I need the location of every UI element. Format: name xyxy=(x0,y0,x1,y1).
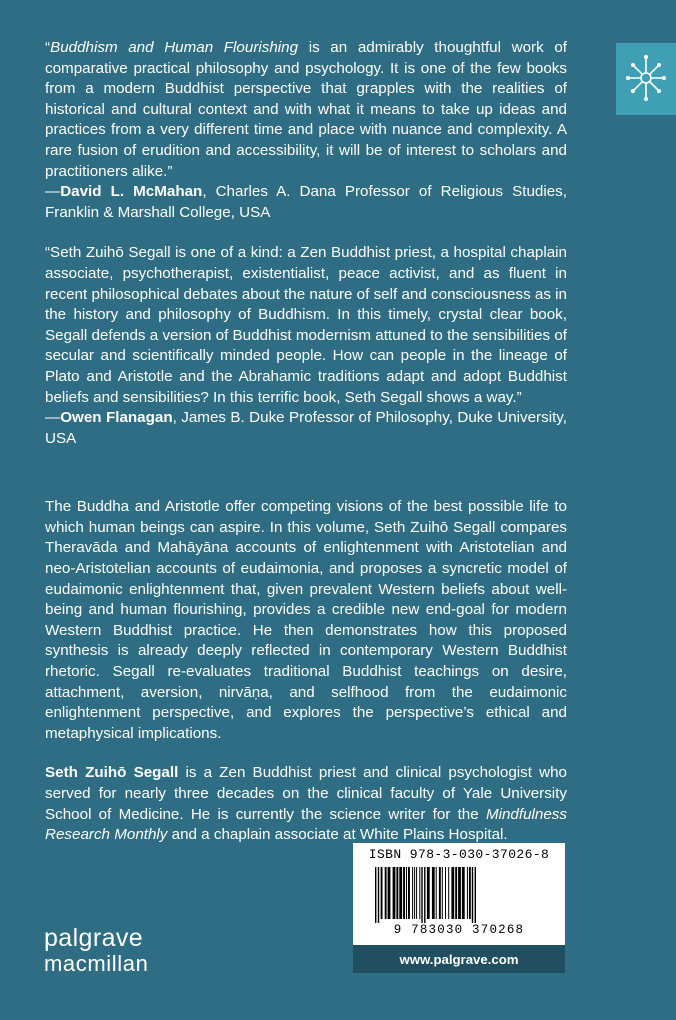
endorsement-attribution xyxy=(45,408,567,449)
barcode-number: 9 783030 370268 xyxy=(393,923,525,937)
barcode-image xyxy=(369,867,549,923)
endorsement-text: “Seth Zuihō Segall is one of a kind: a Zen Buddhist priest, a hospital chaplain associate, psychotherapist, existentialist, peace activist, and as fluent in recent philosophical debates about the nature of self and consciousness as in the history and philosophy of Buddhism. In this timely, crystal clear book, Segall defends a version of Buddhist modernism attuned to the sensibilities of secular and scientifically minded people. How can people in the lineage of Plato and Aristotle and the Abrahamic traditions adapt and adopt Buddhist beliefs and sensibilities? In this terrific book, Seth Segall shows a way.” xyxy=(45,244,567,406)
endorser-name: Owen Flanagan xyxy=(60,409,173,427)
book-title: Buddhism and Human Flourishing xyxy=(50,39,299,56)
isbn-barcode-box xyxy=(353,843,565,945)
author-name: Seth Zuihō Segall xyxy=(45,764,179,782)
attribution-dash: — xyxy=(45,183,61,201)
publisher-line-2: macmillan xyxy=(44,951,149,976)
palgrave-network-logo-icon xyxy=(616,43,676,115)
bio-part-2: and a chaplain associate at White Plains Hospital. xyxy=(167,826,508,844)
endorsement-body: is an admirably thoughtful work of comparative practical philosophy and psychology. It is one of the few books from a modern Buddhist perspective that grapples with the realities of historical and cultural context and with what it means to take up ideas and practices from a very different time and place with nuance and complexity. A rare fusion of erudition and accessibility, it will be of interest to scholars and practitioners alike.” xyxy=(45,39,567,180)
endorsement-attribution xyxy=(45,182,567,223)
attribution-dash: — xyxy=(45,409,61,427)
back-cover-text xyxy=(45,38,567,846)
author-bio xyxy=(45,763,567,845)
endorsement-text xyxy=(45,38,567,182)
endorsement-mcmahan xyxy=(45,38,567,223)
book-description: The Buddha and Aristotle offer competing visions of the best possible life to which human beings can aspire. In this volume, Seth Zuihō Segall compares Theravāda and Mahāyāna accounts of enlightenment with Aristotelian and neo-Aristotelian accounts of eudaimonia, and proposes a syncretic model of eudaimonic enlightenment that, given prevalent Western beliefs about well-being and human flourishing, provides a credible new end-goal for modern Western Buddhist practice. He then demonstrates how this proposed synthesis is already deeply reflected in contemporary Western Buddhist rhetoric. Segall re-evaluates traditional Buddhist teachings on desire, attachment, aversion, nirvāṇa, and selfhood from the eudaimonic enlightenment perspective, and explores the perspective’s ethical and metaphysical implications. xyxy=(45,498,567,742)
publisher-line-1: palgrave xyxy=(44,924,144,952)
open-quote: “ xyxy=(45,39,51,56)
publication-title: Mindfulness Research Monthly xyxy=(45,805,567,844)
endorsement-flanagan xyxy=(45,243,567,449)
isbn-label: ISBN 978-3-030-37026-8 xyxy=(368,847,550,862)
endorser-title: , James B. Duke Professor of Philosophy, Duke University, USA xyxy=(45,409,567,447)
endorser-title: , Charles A. Dana Professor of Religious Studies, Franklin & Marshall College, USA xyxy=(45,183,567,221)
bio-part-1: is a Zen Buddhist priest and clinical psychologist who served for nearly three decades on the clinical faculty of Yale University School of Medicine. He is currently the science writer for the xyxy=(45,764,567,823)
publisher-logo xyxy=(44,926,148,976)
endorser-name: David L. McMahan xyxy=(60,183,203,201)
publisher-url[interactable]: www.palgrave.com xyxy=(353,945,565,973)
